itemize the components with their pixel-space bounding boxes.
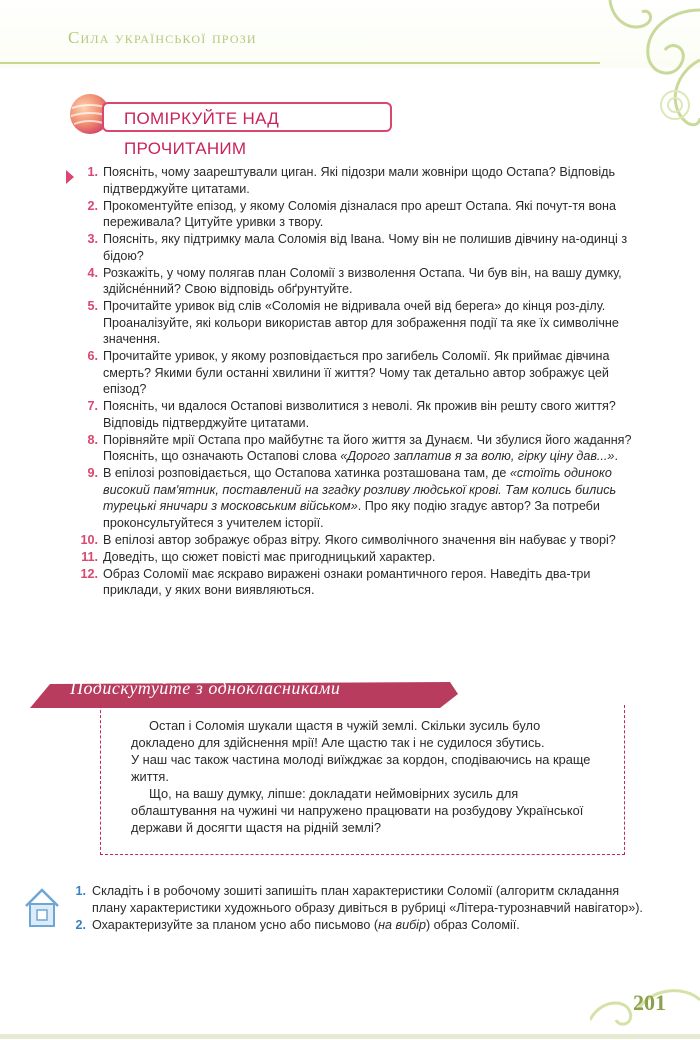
discussion-heading: Подискутуйте з однокласниками [70,678,341,698]
question-list [76,164,646,599]
list-item: 2. Охарактеризуйте за планом усно або письмово (на вибір) образ Соломії. [75,918,520,932]
list-item: 8. Порівняйте мрії Остапа про майбутнє та його життя за Дунаєм. Чи збулися його жадання? Поясніть, що означають Остапові слова «Дорого заплатив я за волю, гірку ціну дав...». [87,432,632,463]
house-icon [22,886,62,930]
list-item: 10. В епілозі автор зображує образ вітру. Якого символічного значення він набуває у творі? [80,532,616,547]
list-item: 1. Поясніть, чому заарештували циган. Які підозри мали жовніри щодо Остапа? Відповідь підтверджуйте цитатами. [87,165,616,196]
list-item: 5. Прочитайте уривок від слів «Соломія не відривала очей від берега» до кінця роз-ділу. Проаналізуйте, які кольори використав автор для зображення події та яке їх символічне значення. [87,299,619,346]
list-item: 12. Образ Соломії має яскраво виражені ознаки романтичного героя. Наведіть два-три приклади, у яких вони виявляються. [80,566,591,597]
list-item: 1. Складіть і в робочому зошиті запишіть план характеристики Соломії (алгоритм складання плану характеристики художнього образу дивіться в рубриці «Літера-турознавчий навігатор»). [75,884,643,915]
running-title: Сила української прози [68,28,257,47]
list-item: 9. В епілозі розповідається, що Остапова хатинка розташована там, де «стоїть одиноко високий пам'ятник, поставлений на згадку розливу людської крові. Там колись бились турецькі яничари з московським військом». Про яку подію згадує автор? За потреби проконсультуйтеся з учителем історії. [87,466,617,530]
list-item: 11. Доведіть, що сюжет повісті має пригодницький характер. [81,549,436,564]
list-item: 2. Прокоментуйте епізод, у якому Соломія дізналася про арешт Остапа. Які почут-тя вона переживала? Цитуйте уривки з твору. [87,198,616,229]
discussion-box [100,705,625,855]
discussion-paragraph: Що, на вашу думку, ліпше: докладати неймовірних зусиль для облаштування на чужині чи напружено працювати на розбудову Української держави й досягти щастя на рідній землі? [131,786,584,835]
section-title: ПОМІРКУЙТЕ НАД ПРОЧИТАНИМ [102,102,392,132]
list-item: 3. Поясніть, яку підтримку мала Соломія від Івана. Чому він не полишив дівчину на-одинці з бідою? [87,232,628,263]
page-number: 201 [633,990,666,1015]
list-item: 7. Поясніть, чи вдалося Остапові визволитися з неволі. Як прожив він решту свого життя? Відповідь підтверджуйте цитатами. [87,399,616,430]
decorative-swirl-icon [550,0,700,140]
section-heading [62,88,402,158]
list-item: 4. Розкажіть, у чому полягав план Соломії з визволення Остапа. Чи був він, на вашу думку, здійсне́нний? Свою відповідь обґрунтуйте. [87,265,622,296]
discussion-paragraph: У наш час також частина молоді виїжджає за кордон, сподіваючись на краще життя. [131,752,591,784]
bottom-border [0,1034,700,1039]
header-divider [0,62,600,64]
discussion-paragraph: Остап і Соломія шукали щастя в чужій землі. Скільки зусиль було докладено для здійснення мрії! Але щастю так і не судилося збутись. [131,718,545,750]
list-item: 6. Прочитайте уривок, у якому розповідається про загибель Соломії. Як приймає дівчина смерть? Якими були останні хвилини її життя? Чому так детально автор зображує цей епізод? [87,349,610,396]
task-list [68,883,646,935]
list-marker-icon [66,170,74,184]
